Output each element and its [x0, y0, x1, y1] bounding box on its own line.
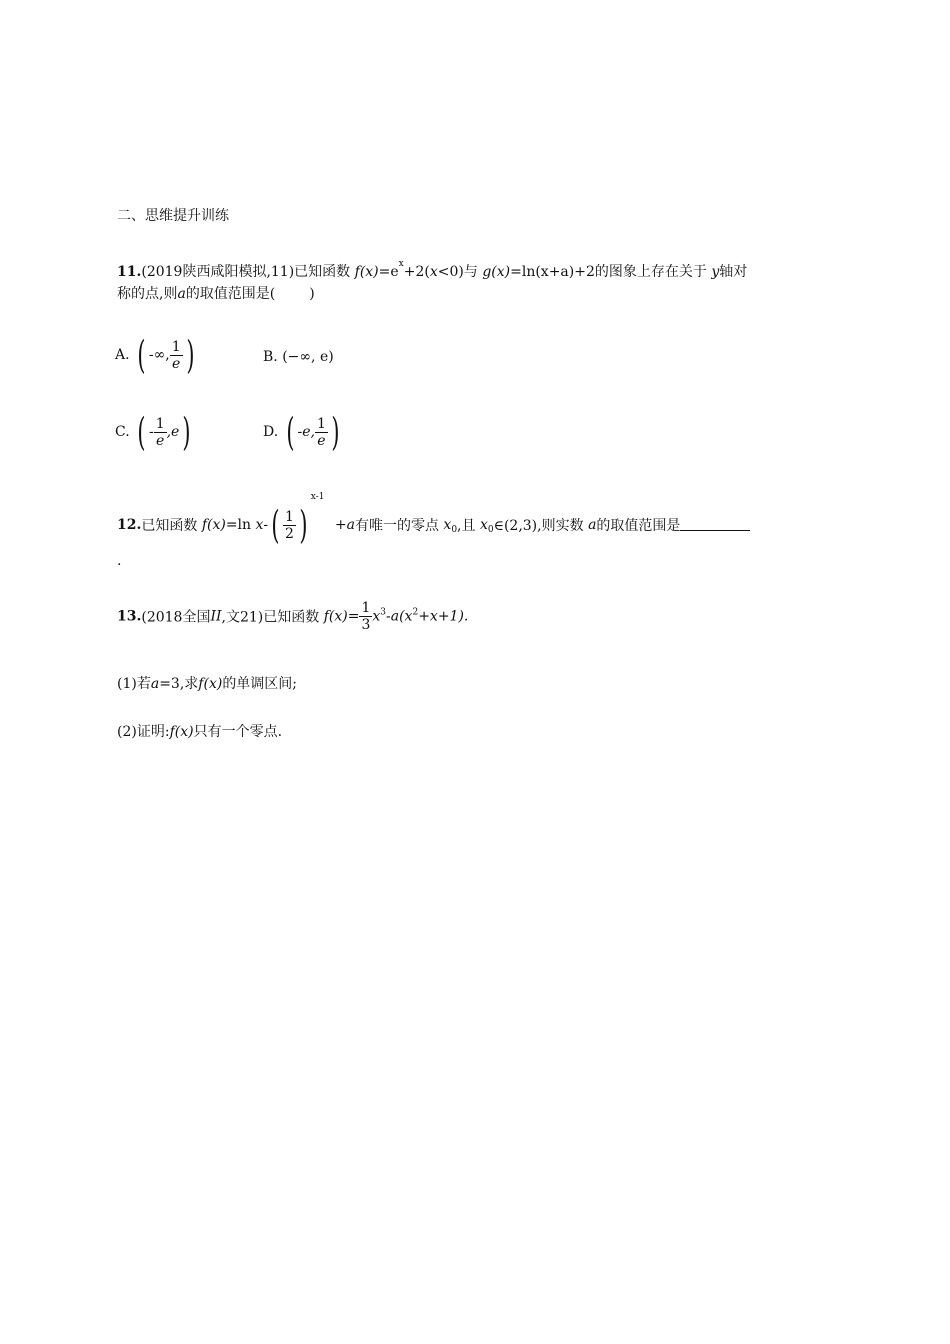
q12-eq: =ln — [225, 517, 252, 533]
option-c — [115, 410, 194, 454]
q13-part2-b: 只有一个零点. — [193, 724, 283, 740]
option-d-pre: -e, — [297, 424, 315, 440]
q12-x0b: x — [479, 517, 488, 533]
q12-var-a: a — [588, 517, 597, 533]
q11-var-a: a — [177, 286, 186, 302]
right-paren: ) — [185, 333, 195, 377]
question-12 — [117, 492, 750, 547]
q13-text-b: ,文21)已知函数 — [221, 609, 320, 626]
option-d-label: D. — [263, 424, 279, 440]
q13-x: x — [372, 608, 381, 625]
q11-line2c: ) — [309, 286, 315, 302]
q13-frac-den: 3 — [361, 617, 371, 633]
left-paren: ( — [137, 333, 146, 377]
q11-eq2: =ln(x+a)+2的图象上存在关于 — [510, 264, 707, 280]
q13-part2-f: f(x) — [169, 724, 194, 740]
q11-eq1b: +2( — [403, 264, 430, 280]
option-b — [263, 349, 334, 365]
right-paren: ) — [331, 410, 340, 454]
option-a-label: A. — [115, 347, 130, 363]
question-number: 12. — [117, 517, 142, 533]
question-number: 11. — [117, 264, 142, 280]
q12-text-d: 的取值范围是 — [596, 518, 681, 534]
question-11-line1 — [117, 254, 747, 282]
q13-minus-a: -a(x — [386, 608, 413, 625]
q13-sup3: 3 — [380, 607, 387, 618]
q13-part1 — [117, 674, 297, 694]
answer-blank — [680, 516, 750, 531]
q11-line2b: 的取值范围是( — [185, 286, 276, 302]
q11-y: y — [711, 264, 720, 280]
left-paren: ( — [137, 410, 146, 454]
q11-x: x — [429, 264, 438, 280]
q11-line2a: 称的点,则 — [117, 286, 178, 302]
option-d-den: e — [317, 432, 326, 449]
q12-trailing-dot: . — [117, 553, 122, 569]
question-number: 13. — [117, 608, 142, 625]
g-expr: g(x) — [482, 264, 511, 280]
q12-minus: - — [263, 517, 269, 533]
f-expr: f(x) — [201, 517, 226, 533]
option-d — [263, 410, 343, 454]
right-paren: ) — [299, 503, 308, 547]
option-c-label: C. — [115, 424, 130, 440]
q13-part2-a: (2)证明: — [117, 724, 170, 740]
q13-text-a: (2018全国 — [141, 609, 211, 626]
option-a-num: 1 — [171, 338, 181, 355]
q11-eq1: =e — [378, 264, 399, 280]
q11-text: (2019陕西咸阳模拟,11)已知函数 — [141, 264, 351, 280]
option-a-left: -∞, — [148, 347, 170, 363]
q13-part2 — [117, 722, 282, 742]
f-expr: f(x) — [354, 264, 379, 280]
option-a — [115, 333, 197, 377]
q12-in-set: ∈(2,3),则实数 — [493, 518, 584, 534]
q13-part1-b: =3,求 — [159, 676, 199, 692]
q12-x0-sub: 0 — [451, 525, 458, 535]
q12-text-b: 有唯一的零点 — [354, 518, 439, 534]
option-c-post: ,e — [166, 424, 180, 440]
q11-sup: x — [398, 259, 404, 269]
q12-plus-a: +a — [334, 517, 355, 533]
q13-tail: +x+1). — [418, 608, 469, 625]
option-a-den: e — [172, 355, 181, 372]
q13-part1-var: a — [150, 676, 160, 692]
q11-lt0: <0)与 — [437, 264, 478, 280]
option-c-pre: - — [148, 424, 154, 440]
q12-frac-den: 2 — [284, 525, 294, 542]
q13-part1-a: (1)若 — [117, 676, 151, 692]
section-title: 二、思维提升训练 — [117, 208, 229, 224]
q13-sup2: 2 — [412, 607, 419, 618]
option-b-label: B. — [263, 349, 278, 365]
question-13 — [117, 600, 468, 633]
option-b-text: (−∞, e) — [282, 349, 334, 365]
f-expr: f(x) — [323, 608, 348, 625]
q13-eq: = — [347, 608, 360, 625]
option-d-num: 1 — [316, 415, 326, 432]
option-c-num: 1 — [155, 415, 165, 432]
q13-part1-f: f(x) — [198, 676, 223, 692]
left-paren: ( — [271, 503, 280, 547]
q12-text-a: 已知函数 — [141, 518, 198, 534]
q12-exponent: x-1 — [310, 492, 325, 502]
q12-frac-num: 1 — [284, 508, 294, 525]
q12-text-c: ,且 — [457, 518, 476, 534]
q12-x0: x — [443, 517, 452, 533]
right-paren: ) — [182, 410, 191, 454]
q11-end: 轴对 — [719, 264, 748, 280]
q13-part1-c: 的单调区间; — [222, 676, 298, 692]
q12-x0b-sub: 0 — [487, 525, 494, 535]
q13-roman: II — [210, 608, 222, 625]
question-11-line2 — [117, 284, 315, 304]
q13-frac-num: 1 — [361, 600, 371, 616]
left-paren: ( — [285, 410, 295, 454]
q12-x: x — [255, 517, 264, 533]
option-c-den: e — [156, 432, 165, 449]
